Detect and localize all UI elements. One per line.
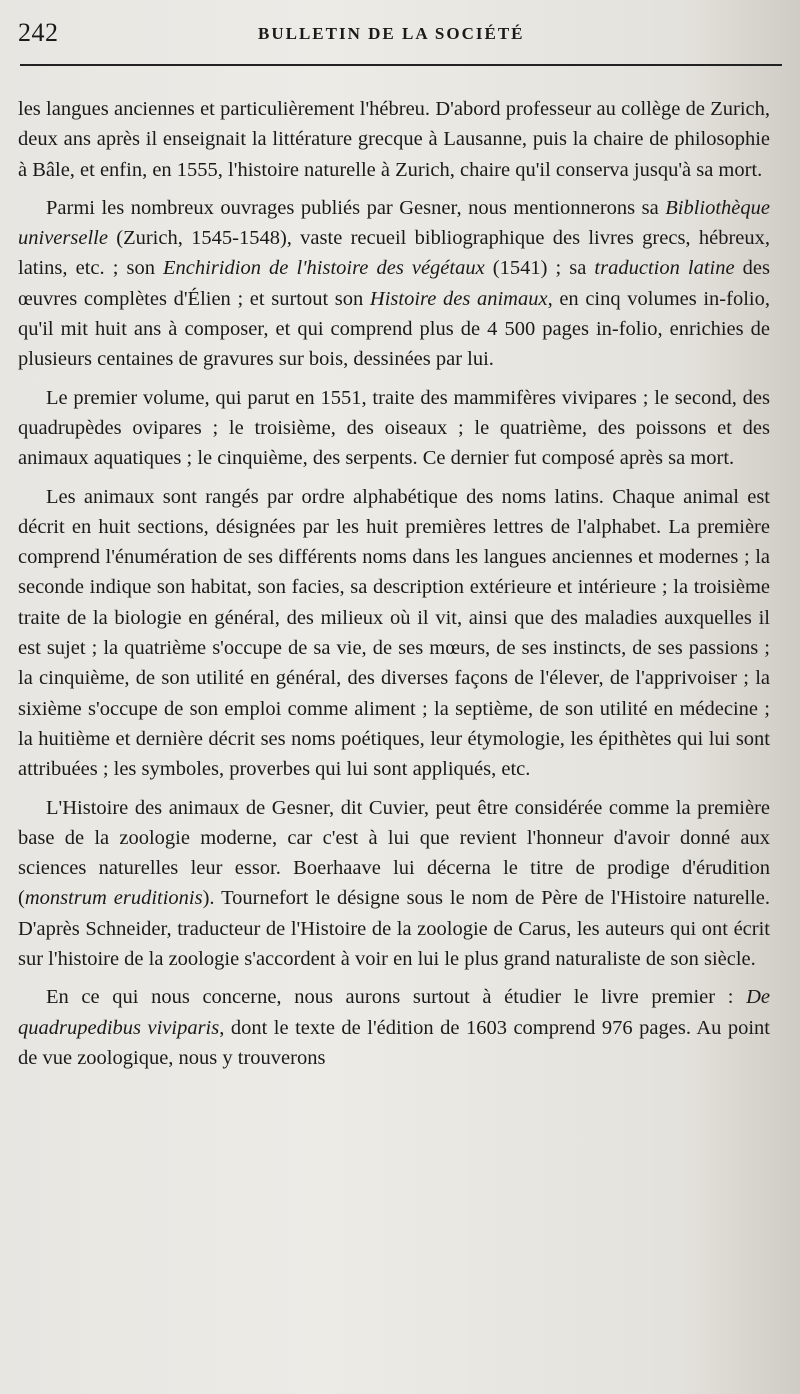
paragraph-text: L'Histoire des animaux de Gesner, dit Cuvier, peut être considérée comme la première base de la zoologie moderne, car c'est à lui que revient l'honneur d'avoir donné aux sciences naturelles leur essor. Boerhaave lui décerna le titre de prodige d'érudition ( [18, 796, 770, 910]
body-text [18, 94, 770, 1081]
paragraph-text: , en cinq volumes in-folio, qu'il mit huit ans à composer, et qui comprend plus de 4 500 pages in-folio, enrichies de plusieurs centaines de gravures sur bois, dessinées par lui. [18, 287, 770, 371]
latin-phrase: monstrum eruditionis [24, 887, 203, 910]
paragraph-text: Le premier volume, qui parut en 1551, traite des mammifères vivipares ; le second, des quadrupèdes ovipares ; le troisième, des oiseaux ; le quatrième, des poissons et des animaux aquatiques ; le cinquième, des serpents. Ce dernier fut composé après sa mort. [18, 386, 770, 470]
header-rule [20, 64, 782, 66]
paragraph-text: des œuvres complètes d'Élien ; et surtout son [18, 257, 770, 310]
paragraph-text: En ce qui nous concerne, nous aurons surtout à étudier le livre premier : [46, 986, 747, 1009]
paragraph-5 [18, 793, 770, 975]
book-title: Bibliothèque universelle [18, 196, 770, 250]
paragraph-text: , dont le texte de l'édition de 1603 comprend 976 pages. Au point de vue zoologique, nous y trouverons [18, 1016, 771, 1069]
paragraph-2 [18, 193, 770, 375]
paragraph-text: les langues anciennes et particulièrement l'hébreu. D'abord professeur au collège de Zurich, deux ans après il enseignait la littérature grecque à Lausanne, puis la chaire de philosophie à Bâle, et enfin, en 1555, l'histoire naturelle à Zurich, chaire qu'il conserva jusqu'à sa mort. [18, 98, 770, 181]
book-title: De quadrupedibus viviparis [18, 986, 770, 1039]
paragraph-text: Parmi les nombreux ouvrages publiés par Gesner, nous mentionnerons sa [46, 196, 666, 219]
book-title: Histoire des animaux [369, 287, 548, 310]
page-number: 242 [18, 18, 59, 47]
paragraph-1 [18, 94, 770, 185]
paragraph-4 [18, 482, 770, 785]
paragraph-text: (Zurich, 1545-1548), vaste recueil bibliographique des livres grecs, hébreux, latins, etc. ; son [18, 227, 770, 280]
book-title: traduction latine [594, 257, 735, 280]
paragraph-text: (1541) ; sa [484, 257, 595, 280]
paragraph-3 [18, 383, 770, 474]
book-title: Enchiridion de l'histoire des végétaux [163, 257, 485, 280]
running-head: BULLETIN DE LA SOCIÉTÉ [258, 24, 525, 43]
paragraph-text: Les animaux sont rangés par ordre alphabétique des noms latins. Chaque animal est décrit en huit sections, désignées par les huit premières lettres de l'alphabet. La première comprend l'énumération de ses différents noms dans les langues anciennes et modernes ; la seconde indique son habitat, son facies, sa description extérieure et intérieure ; la troisième traite de la biologie en général, des milieux où il vit, ainsi que des maladies auxquelles il est sujet ; la quatrième s'occupe de sa vie, de ses mœurs, de ses instincts, de ses passions ; la cinquième, de son utilité en général, des diverses façons de l'élever, de l'apprivoiser ; la sixième s'occupe de son emploi comme aliment ; la septième, de son utilité en médecine ; la huitième et dernière décrit ses noms poétiques, leur étymologie, les épithètes qui lui sont attribuées ; les symboles, proverbes qui lui sont appliqués, etc. [18, 485, 770, 781]
paragraph-6 [18, 982, 770, 1073]
paragraph-text: ). Tournefort le désigne sous le nom de Père de l'Histoire naturelle. D'après Schneider, traducteur de l'Histoire de la zoologie de Carus, les auteurs qui ont écrit sur l'histoire de la zoologie s'accordent à voir en lui le plus grand naturaliste de son siècle. [18, 887, 770, 971]
page-header [18, 18, 770, 52]
